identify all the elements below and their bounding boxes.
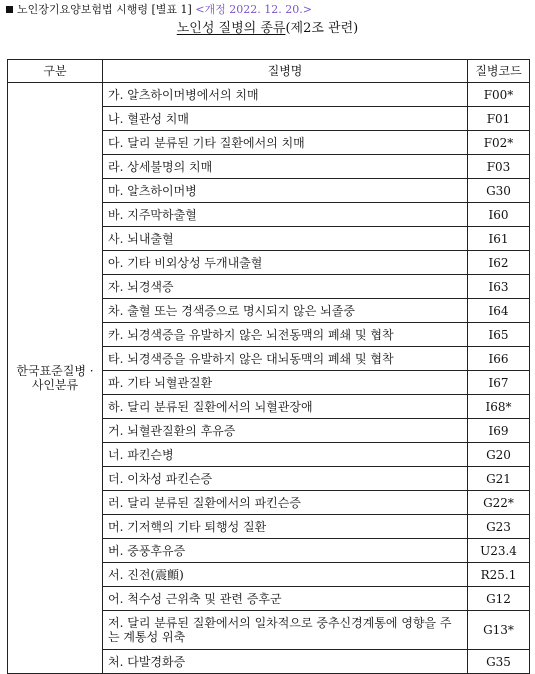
- revision-date: <개정 2022. 12. 20.>: [195, 3, 312, 16]
- category-cell: 한국표준질병 · 사인분류: [8, 83, 103, 674]
- disease-name-cell: 바. 지주막하출혈: [103, 203, 468, 227]
- disease-name-cell: 다. 달리 분류된 기타 질환에서의 치매: [103, 131, 468, 155]
- disease-name-cell: 가. 알츠하이머병에서의 치매: [103, 83, 468, 107]
- disease-code-cell: G21: [468, 467, 530, 491]
- disease-code-cell: I63: [468, 275, 530, 299]
- disease-table: [7, 59, 530, 674]
- disease-code-cell: G20: [468, 443, 530, 467]
- disease-code-cell: I66: [468, 347, 530, 371]
- column-header-disease-name: 질병명: [103, 60, 468, 83]
- disease-code-cell: U23.4: [468, 539, 530, 563]
- disease-name-cell: 너. 파킨슨병: [103, 443, 468, 467]
- disease-name-cell: 카. 뇌경색증을 유발하지 않은 뇌전동맥의 폐쇄 및 협착: [103, 323, 468, 347]
- disease-name-cell: 머. 기저핵의 기타 퇴행성 질환: [103, 515, 468, 539]
- table-header-row: [8, 60, 530, 83]
- disease-name-cell: 자. 뇌경색증: [103, 275, 468, 299]
- disease-name-cell: 파. 기타 뇌혈관질환: [103, 371, 468, 395]
- disease-code-cell: F00*: [468, 83, 530, 107]
- disease-name-cell: 타. 뇌경색증을 유발하지 않은 대뇌동맥의 폐쇄 및 협착: [103, 347, 468, 371]
- table-body: [8, 83, 530, 674]
- law-reference: 노인장기요양보험법 시행령 [별표 1]: [17, 3, 192, 16]
- disease-code-cell: G22*: [468, 491, 530, 515]
- page-title: [0, 21, 535, 37]
- disease-code-cell: R25.1: [468, 563, 530, 587]
- disease-code-cell: F03: [468, 155, 530, 179]
- disease-code-cell: G13*: [468, 611, 530, 650]
- disease-code-cell: G30: [468, 179, 530, 203]
- disease-name-cell: 하. 달리 분류된 질환에서의 뇌혈관장애: [103, 395, 468, 419]
- disease-code-cell: I62: [468, 251, 530, 275]
- disease-code-cell: I64: [468, 299, 530, 323]
- column-header-category: 구분: [8, 60, 103, 83]
- disease-code-cell: I69: [468, 419, 530, 443]
- table-row: [8, 83, 530, 107]
- disease-code-cell: G12: [468, 587, 530, 611]
- disease-name-cell: 서. 진전(震顫): [103, 563, 468, 587]
- column-header-disease-code: 질병코드: [468, 60, 530, 83]
- disease-name-cell: 아. 기타 비외상성 두개내출혈: [103, 251, 468, 275]
- disease-code-cell: I61: [468, 227, 530, 251]
- disease-name-cell: 저. 달리 분류된 질환에서의 일차적으로 중추신경계통에 영향을 주는 계통성 위축: [103, 611, 468, 650]
- disease-code-cell: I65: [468, 323, 530, 347]
- disease-name-cell: 버. 중풍후유증: [103, 539, 468, 563]
- disease-name-cell: 어. 척수성 근위축 및 관련 증후군: [103, 587, 468, 611]
- disease-name-cell: 차. 출혈 또는 경색증으로 명시되지 않은 뇌졸중: [103, 299, 468, 323]
- disease-name-cell: 나. 혈관성 치매: [103, 107, 468, 131]
- title-main: 노인성 질병의 종류: [176, 21, 286, 36]
- disease-name-cell: 거. 뇌혈관질환의 후유증: [103, 419, 468, 443]
- disease-name-cell: 사. 뇌내출혈: [103, 227, 468, 251]
- document-header: [6, 3, 312, 17]
- square-bullet-icon: [6, 6, 13, 13]
- disease-name-cell: 더. 이차성 파킨슨증: [103, 467, 468, 491]
- disease-name-cell: 라. 상세불명의 치매: [103, 155, 468, 179]
- disease-code-cell: I68*: [468, 395, 530, 419]
- disease-name-cell: 처. 다발경화증: [103, 650, 468, 674]
- disease-code-cell: I60: [468, 203, 530, 227]
- disease-name-cell: 마. 알츠하이머병: [103, 179, 468, 203]
- disease-code-cell: F01: [468, 107, 530, 131]
- disease-code-cell: G23: [468, 515, 530, 539]
- disease-code-cell: F02*: [468, 131, 530, 155]
- disease-name-cell: 러. 달리 분류된 질환에서의 파킨슨증: [103, 491, 468, 515]
- title-note: (제2조 관련): [285, 21, 359, 36]
- disease-code-cell: I67: [468, 371, 530, 395]
- disease-code-cell: G35: [468, 650, 530, 674]
